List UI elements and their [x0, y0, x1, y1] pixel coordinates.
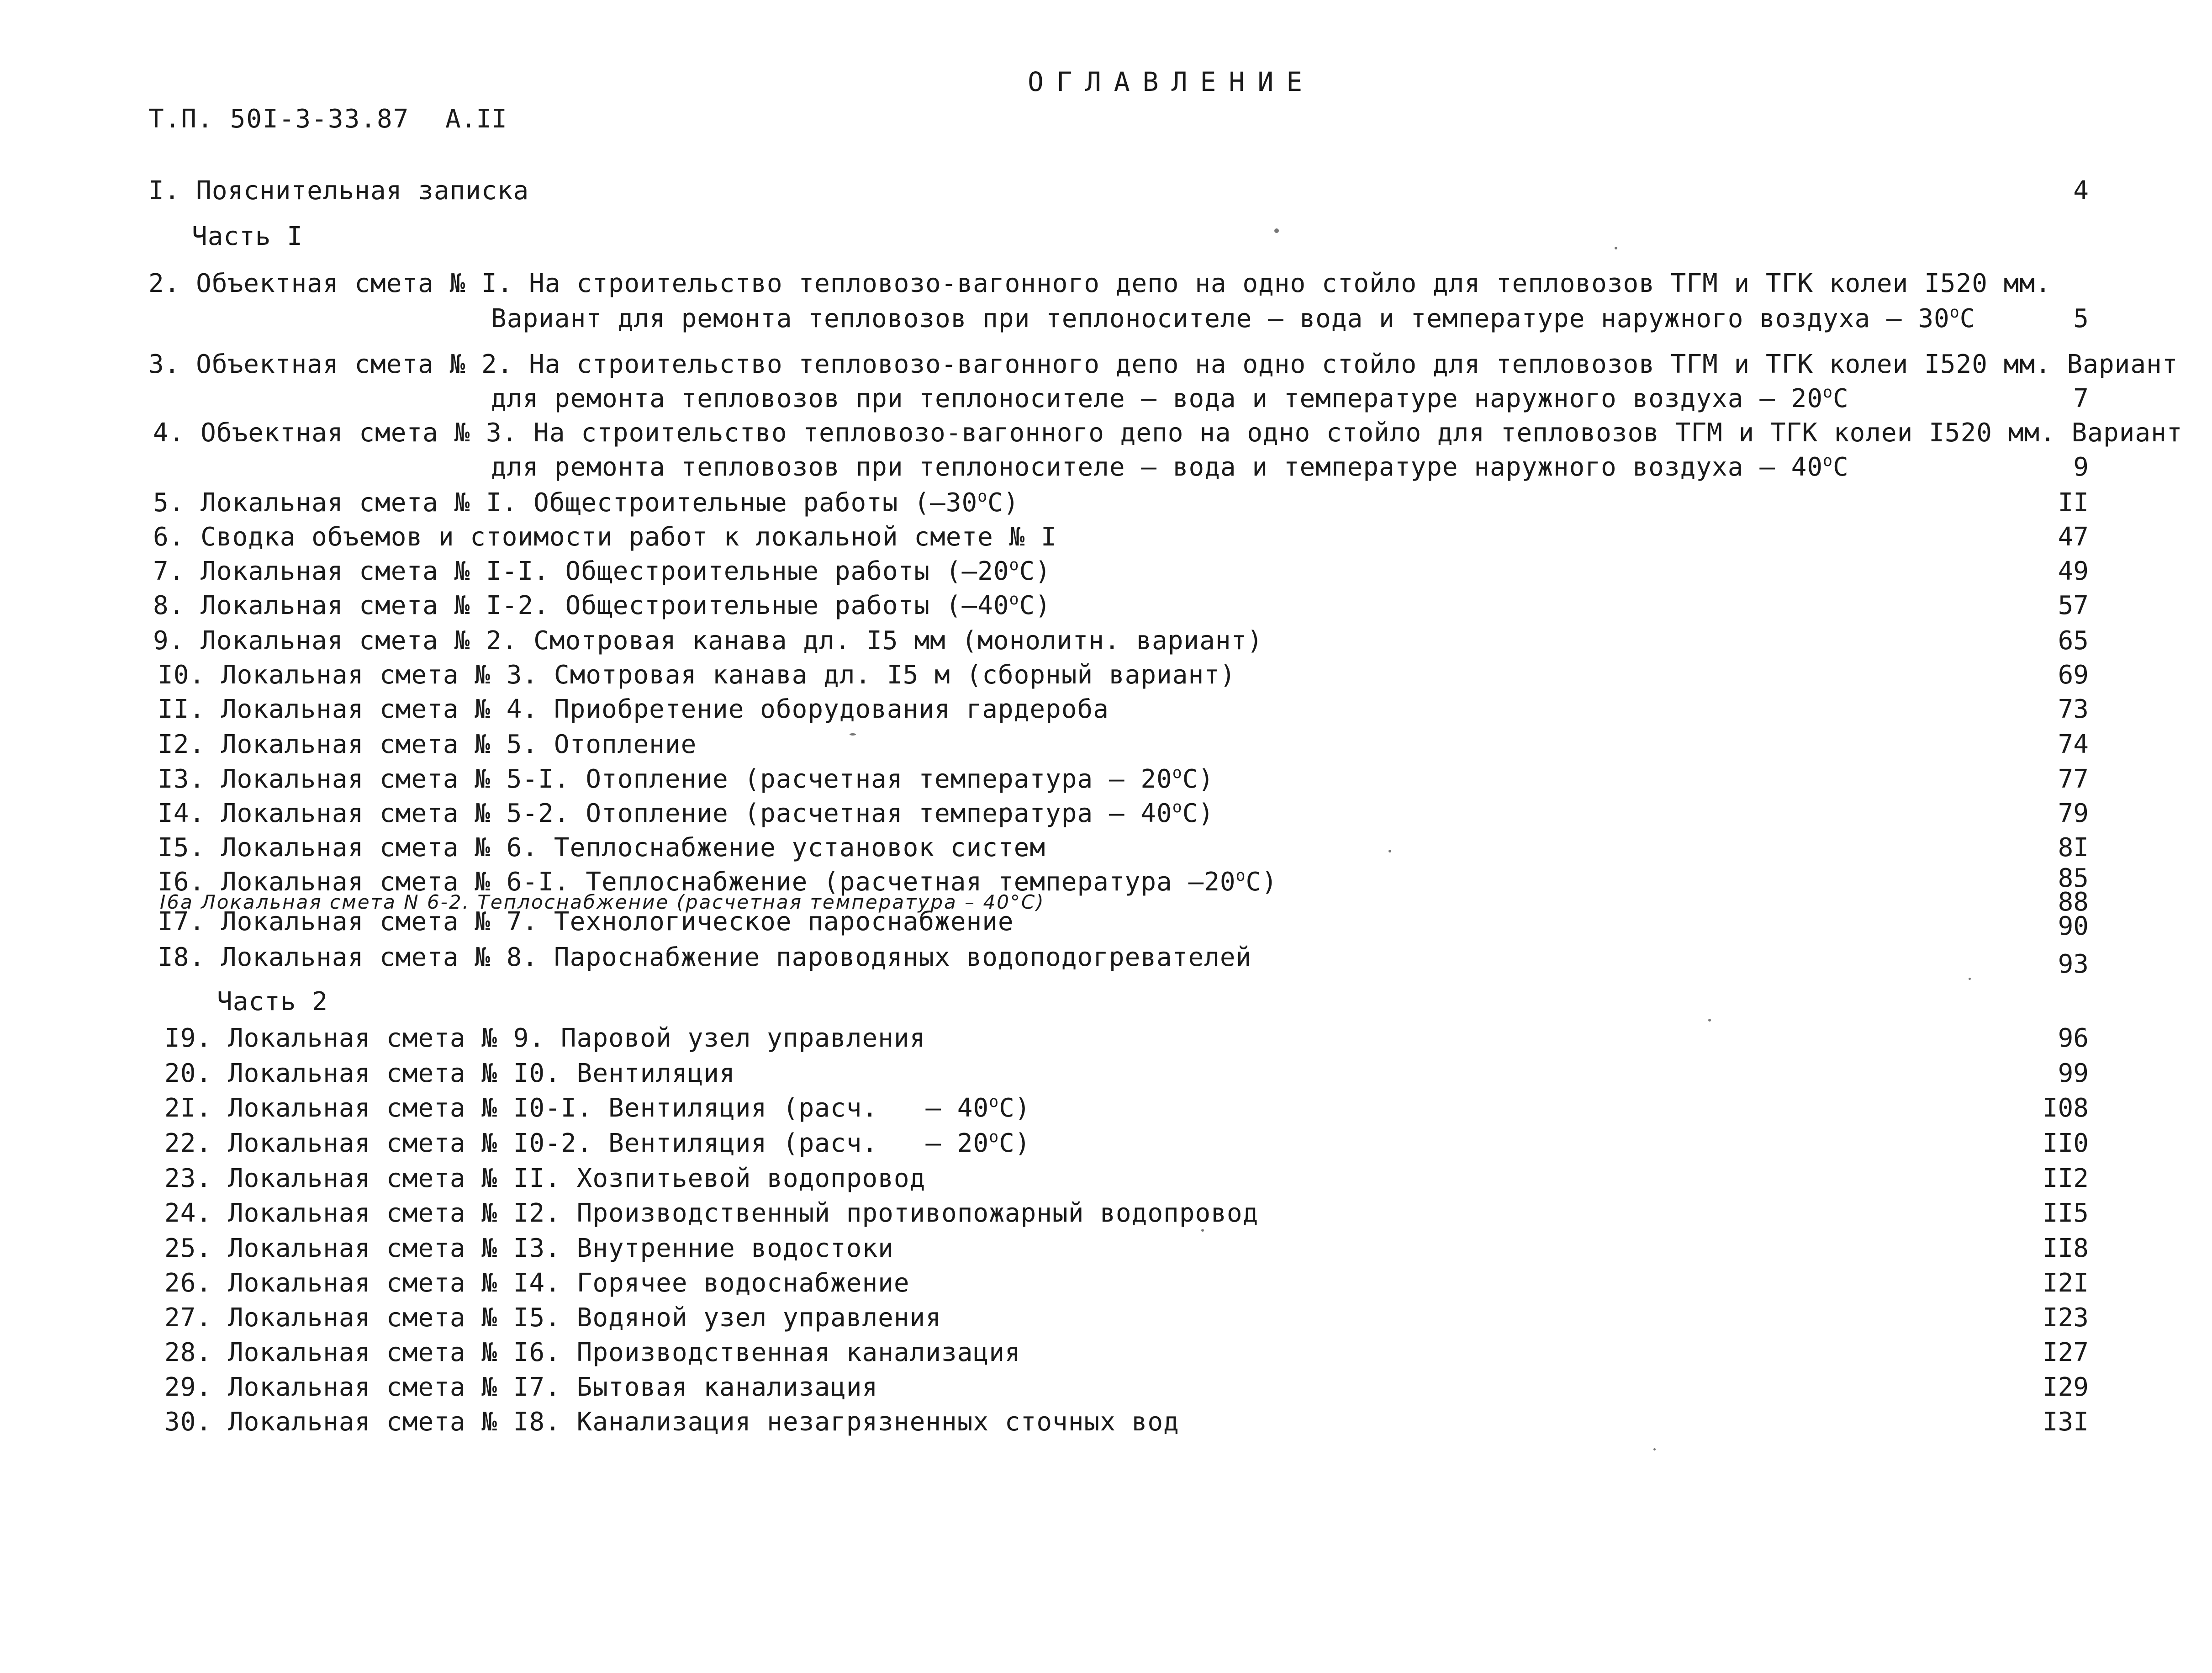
page-number: I3I: [2042, 1407, 2089, 1437]
page-number: 57: [2058, 591, 2089, 620]
entry-text: Локальная смета № 5-I. Отопление (расчетная температура – 20: [221, 764, 1172, 794]
degree-sign: o: [989, 1093, 999, 1112]
page-number: 73: [2058, 694, 2089, 724]
unit-c: C): [1019, 556, 1051, 586]
toc-entry-25: [164, 1234, 894, 1263]
page-number: II0: [2042, 1128, 2089, 1158]
toc-entry-11: [158, 694, 1109, 724]
scan-speck: [1388, 850, 1391, 852]
entry-text: Локальная смета № 4. Приобретение оборудования гардероба: [221, 694, 1109, 724]
entry-number: 8.: [153, 591, 185, 620]
toc-entry-23: [164, 1164, 925, 1193]
section-heading-part-2: Часть 2: [217, 987, 328, 1017]
degree-sign: o: [1235, 867, 1246, 885]
unit-c: C): [1182, 764, 1214, 794]
entry-number: I0.: [158, 660, 206, 690]
page-number: 69: [2058, 660, 2089, 690]
entry-number: 20.: [164, 1059, 212, 1088]
page-number: 8I: [2058, 833, 2089, 863]
unit-c: C): [1019, 591, 1051, 620]
page-number: 99: [2058, 1059, 2089, 1088]
entry-text: Локальная смета № I0-2. Вентиляция (расч. – 20: [227, 1128, 989, 1158]
unit-c: C): [999, 1128, 1031, 1158]
toc-entry-30: [164, 1407, 1179, 1437]
entry-text-cont: для ремонта тепловозов при теплоносителе – вода и температуре наружного воздуха – 40: [491, 452, 1823, 482]
entry-number: I4.: [158, 799, 206, 828]
page-number: 5: [2073, 304, 2089, 334]
page-number: I23: [2042, 1303, 2089, 1333]
entry-number: 24.: [164, 1198, 212, 1228]
toc-entry-3-continuation: [491, 384, 1849, 413]
toc-entry-13: [158, 764, 1214, 794]
entry-number: 2.: [148, 269, 180, 298]
entry-text: Локальная смета № I. Общестроительные работы (–30: [201, 488, 978, 518]
entry-number: 26.: [164, 1268, 212, 1298]
entry-text: Объектная смета № 2. На строительство тепловозо-вагонного депо на одно стойло для тепловозов ТГМ и ТГК колеи I520 мм. Вариант: [196, 349, 2178, 379]
page-number: II5: [2042, 1198, 2089, 1228]
entry-number: 30.: [164, 1407, 212, 1437]
unit-c: C): [999, 1093, 1031, 1123]
unit-c: C): [987, 488, 1019, 518]
entry-number: I9.: [164, 1023, 212, 1053]
entry-text: Локальная смета № 5. Отопление: [221, 730, 697, 759]
entry-text-cont: Вариант для ремонта тепловозов при теплоносителе – вода и температуре наружного воздуха – 30: [491, 304, 1950, 334]
page-number: 4: [2073, 176, 2089, 206]
page-number: 74: [2058, 730, 2089, 759]
unit-c: C): [1182, 799, 1214, 828]
entry-text: Локальная смета № 3. Смотровая канава дл. I5 м (сборный вариант): [221, 660, 1236, 690]
page-number: I27: [2042, 1338, 2089, 1367]
entry-text: Локальная смета № I-2. Общестроительные работы (–40: [201, 591, 1009, 620]
entry-number: 2I.: [164, 1093, 212, 1123]
page-number: 88: [2058, 887, 2089, 917]
toc-entry-15: [158, 833, 1045, 863]
scan-speck: [850, 733, 856, 736]
entry-number: I.: [148, 176, 180, 206]
page-number: 49: [2058, 556, 2089, 586]
page-number: I29: [2042, 1372, 2089, 1402]
degree-sign: o: [977, 487, 988, 506]
entry-number: I6а: [160, 891, 194, 913]
scan-speck: [1653, 1448, 1656, 1451]
toc-entry-3: [148, 349, 2178, 379]
degree-sign: o: [1823, 383, 1833, 402]
entry-text: Пояснительная записка: [196, 176, 529, 206]
degree-sign: o: [1949, 303, 1960, 322]
entry-number: I5.: [158, 833, 206, 863]
document-code: Т.П. 50I-3-33.87: [148, 104, 410, 134]
entry-number: 5.: [153, 488, 185, 518]
scan-speck: [1615, 247, 1617, 249]
section-heading-part-1: Часть I: [192, 222, 303, 251]
entry-number: 27.: [164, 1303, 212, 1333]
scan-speck: [1201, 1229, 1204, 1232]
entry-text: Локальная смета № I2. Производственный противопожарный водопровод: [227, 1198, 1259, 1228]
toc-entry-28: [164, 1338, 1021, 1367]
entry-text: Локальная смета № I7. Бытовая канализация: [227, 1372, 878, 1402]
entry-number: 25.: [164, 1234, 212, 1263]
entry-number: 3.: [148, 349, 180, 379]
entry-number: I2.: [158, 730, 206, 759]
unit-c: C): [1246, 867, 1278, 897]
toc-entry-17: [158, 907, 1014, 937]
page-number: 65: [2058, 626, 2089, 656]
entry-text: Локальная смета № I0. Вентиляция: [227, 1059, 735, 1088]
entry-text: Локальная смета № 6. Теплоснабжение установок систем: [221, 833, 1046, 863]
entry-text: Локальная смета № I5. Водяной узел управления: [227, 1303, 942, 1333]
entry-text: Локальная смета № II. Хозпитьевой водопровод: [227, 1164, 926, 1193]
entry-number: 7.: [153, 556, 185, 586]
entry-text: Локальная смета № 5-2. Отопление (расчетная температура – 40: [221, 799, 1172, 828]
toc-entry-9: [153, 626, 1263, 656]
entry-text-cont: для ремонта тепловозов при теплоносителе – вода и температуре наружного воздуха – 20: [491, 384, 1823, 413]
unit-c: C: [1832, 452, 1849, 482]
entry-number: 23.: [164, 1164, 212, 1193]
toc-entry-4-continuation: [491, 452, 1849, 482]
entry-number: 4.: [153, 418, 185, 448]
page-title: ОГЛАВЛЕНИЕ: [1028, 66, 1315, 97]
entry-text: Локальная смета № I6. Производственная канализация: [227, 1338, 1021, 1367]
scan-speck: [1708, 1019, 1711, 1022]
toc-entry-19: [164, 1023, 925, 1053]
page-number: I2I: [2042, 1268, 2089, 1298]
entry-number: II.: [158, 694, 206, 724]
unit-c: C: [1959, 304, 1976, 334]
entry-text: Локальная смета № I4. Горячее водоснабжение: [227, 1268, 910, 1298]
toc-entry-18: [158, 942, 1251, 972]
page-number: II8: [2042, 1234, 2089, 1263]
page-number: 9: [2073, 452, 2089, 482]
page-number: II2: [2042, 1164, 2089, 1193]
toc-entry-12: [158, 730, 697, 759]
entry-number: I3.: [158, 764, 206, 794]
entry-number: I8.: [158, 942, 206, 972]
toc-entry-5: [153, 488, 1019, 518]
degree-sign: o: [1172, 764, 1183, 783]
entry-text: Объектная смета № I. На строительство тепловозо-вагонного депо на одно стойло для тепловозов ТГМ и ТГК колеи I520 мм.: [196, 269, 2051, 298]
entry-text: Локальная смета № I8. Канализация незагрязненных сточных вод: [227, 1407, 1179, 1437]
entry-number: I6.: [158, 867, 206, 897]
page-number: 77: [2058, 764, 2089, 794]
degree-sign: o: [1009, 556, 1019, 575]
entry-number: 6.: [153, 522, 185, 552]
toc-entry-22: [164, 1128, 1031, 1158]
entry-text: Объектная смета № 3. На строительство тепловозо-вагонного депо на одно стойло для тепловозов ТГМ и ТГК колеи I520 мм. Вариант: [201, 418, 2183, 448]
toc-entry-2-continuation: [491, 304, 1975, 334]
unit-c: C: [1832, 384, 1849, 413]
toc-entry-20: [164, 1059, 735, 1088]
page-number: 90: [2058, 911, 2089, 941]
entry-text: Локальная смета N 6-2. Теплоснабжение (расчетная температура – 40°C): [201, 891, 1045, 913]
entry-text: Локальная смета № 8. Пароснабжение пароводяных водоподогревателей: [221, 942, 1252, 972]
toc-entry-1: [148, 176, 529, 206]
toc-entry-6: [153, 522, 1057, 552]
entry-text: Локальная смета № I3. Внутренние водостоки: [227, 1234, 894, 1263]
entry-text: Локальная смета № 2. Смотровая канава дл. I5 мм (монолитн. вариант): [201, 626, 1263, 656]
entry-text: Локальная смета № 9. Паровой узел управления: [227, 1023, 926, 1053]
entry-number: 28.: [164, 1338, 212, 1367]
toc-entry-10: [158, 660, 1236, 690]
toc-entry-24: [164, 1198, 1258, 1228]
entry-number: 29.: [164, 1372, 212, 1402]
page-number: 79: [2058, 799, 2089, 828]
page-number: 96: [2058, 1023, 2089, 1053]
entry-text: Локальная смета № I-I. Общестроительные работы (–20: [201, 556, 1009, 586]
toc-entry-29: [164, 1372, 878, 1402]
toc-entry-21: [164, 1093, 1031, 1123]
page-number: 7: [2073, 384, 2089, 413]
toc-entry-4: [153, 418, 2183, 448]
entry-text: Локальная смета № I0-I. Вентиляция (расч. – 40: [227, 1093, 989, 1123]
scan-speck: [1274, 228, 1279, 233]
page-number: 85: [2058, 863, 2089, 893]
page-number: 47: [2058, 522, 2089, 552]
degree-sign: o: [989, 1128, 999, 1147]
scan-speck: [1969, 978, 1971, 980]
entry-number: I7.: [158, 907, 206, 937]
entry-text: Сводка объемов и стоимости работ к локальной смете № I: [201, 522, 1057, 552]
entry-number: 22.: [164, 1128, 212, 1158]
toc-entry-27: [164, 1303, 941, 1333]
degree-sign: o: [1823, 452, 1833, 471]
entry-number: 9.: [153, 626, 185, 656]
entry-text: Локальная смета № 7. Технологическое пароснабжение: [221, 907, 1014, 937]
degree-sign: o: [1009, 590, 1019, 609]
toc-entry-14: [158, 799, 1214, 828]
toc-entry-2: [148, 269, 2051, 298]
page-number: I08: [2042, 1093, 2089, 1123]
sheet-label: А.II: [445, 104, 507, 134]
toc-entry-26: [164, 1268, 910, 1298]
degree-sign: o: [1172, 798, 1183, 817]
toc-entry-8: [153, 591, 1051, 620]
toc-entry-7: [153, 556, 1051, 586]
page-number: II: [2058, 488, 2089, 518]
entry-text: Локальная смета № 6-I. Теплоснабжение (расчетная температура –20: [221, 867, 1236, 897]
page-number: 93: [2058, 949, 2089, 979]
